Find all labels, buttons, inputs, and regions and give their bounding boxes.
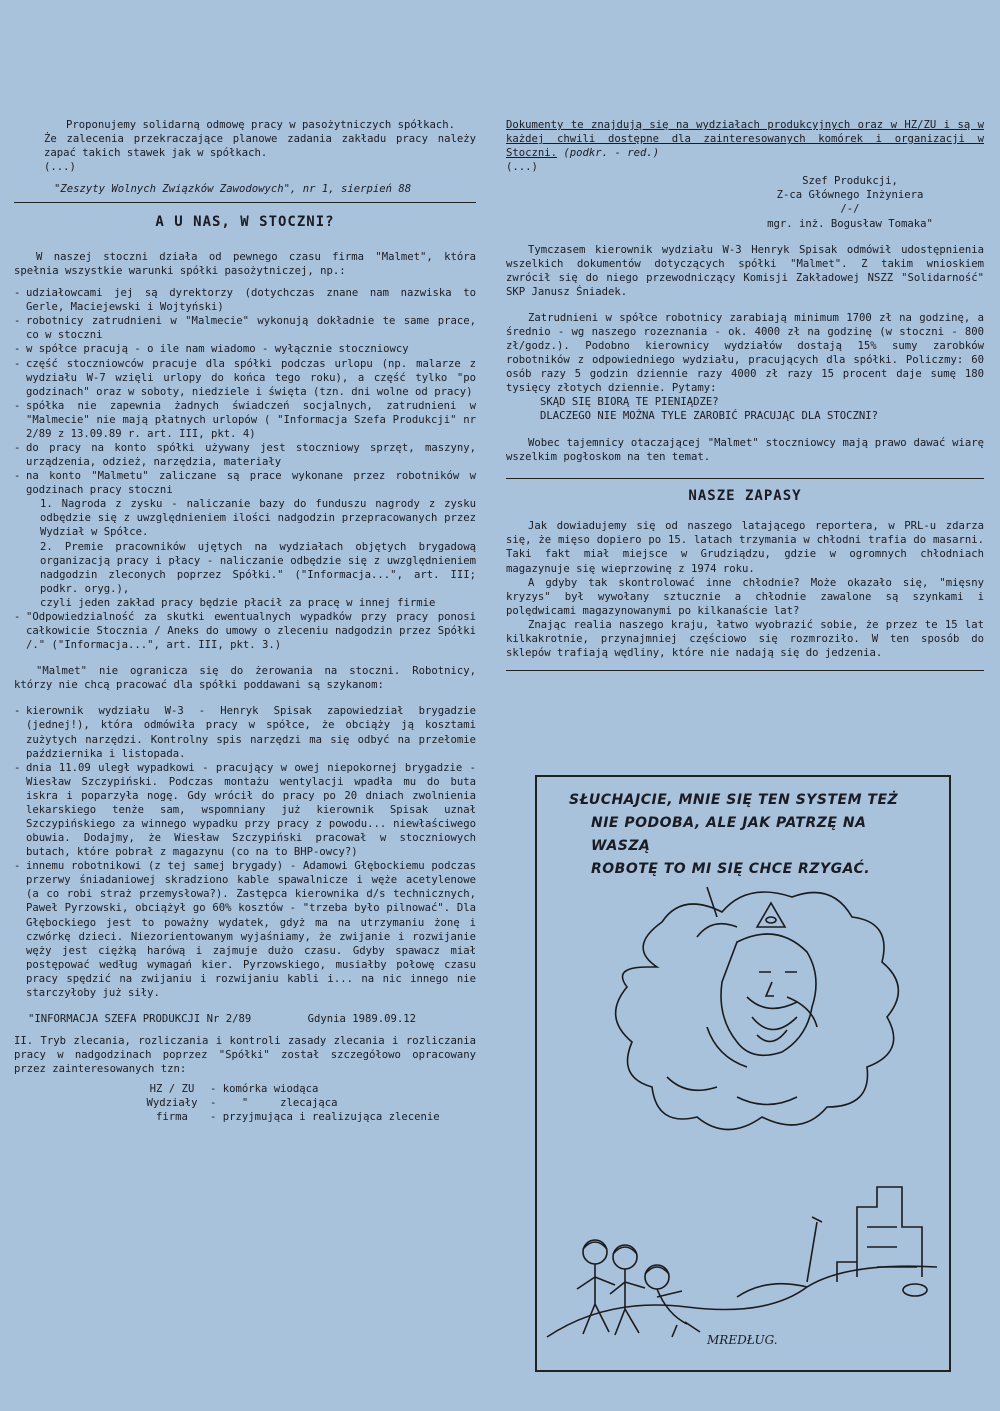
- signature-line: mgr. inż. Bogusław Tomaka": [767, 217, 933, 230]
- speech-line: SŁUCHAJCIE, MNIE SIĘ TEN SYSTEM TEŻ: [569, 792, 899, 808]
- cartoon-drawing: [537, 777, 949, 1370]
- paragraph: W naszej stoczni działa od pewnego czasu firma "Malmet", która spełnia wszystkie warunki spółki pasożytniczej, np.:: [14, 251, 476, 278]
- speech-tail-icon: [707, 887, 717, 917]
- numbered-list: [14, 497, 476, 596]
- intro-line: Proponujemy solidarną odmowę pracy w pasożytniczych spółkach.: [66, 119, 456, 131]
- table-key: Wydziały: [146, 1097, 198, 1110]
- divider: [14, 202, 476, 203]
- table-key: HZ / ZU: [149, 1083, 195, 1096]
- document-continuation: [506, 118, 984, 160]
- paragraph: "Malmet" nie ogranicza się do żerowania na stoczni. Robotnicy, którzy nie chcą pracować dla spółki poddawani są szykanom:: [14, 665, 476, 692]
- hole-icon: [903, 1284, 927, 1296]
- right-column: [506, 118, 984, 677]
- divider: [506, 670, 984, 671]
- list-item: - kierownik wydziału W-3 - Henryk Spisak zapowiedział brygadzie (jednej!), która odmówiła pracy w spółce, że obciąży ją kosztami zużytych narzędzi. Kontrolny spis narzędzi ma się odbyć na przełomie października i listopada.: [14, 704, 476, 760]
- divider: [506, 478, 984, 479]
- list-item: - na konto "Malmetu" zaliczane są prace wykonane przez robotników w godzinach pracy stoczni: [14, 469, 476, 497]
- headline-stocznia: A U NAS, W STOCZNI?: [155, 214, 335, 231]
- question: DLACZEGO NIE MOŻNA TYLE ZAROBIĆ PRACUJĄC DLA STOCZNI?: [540, 410, 879, 423]
- list-item: - innemu robotnikowi (z tej samej brygady) - Adamowi Głębockiemu podczas przerwy śniadaniowej skradziono kable spawalnicze i węże acetylenowe (a co robi straż przemysłowa?). Zastępca kierownika d/s technicznych, Paweł Pyrzowski, obciążył go 60% kosztów - "trzeba było pilnować". Dla Głębockiego jest to poważny wydatek, gdyż ma na utrzymaniu żonę i czwórkę dzieci. Niezorientowanym wyjaśniamy, że zwijanie i rozwijanie węży jest ciężką harówą i zajmuje dużo czasu. Gdyby spawacz miał postępować według wymagań kier. Pyrzowskiego, musiałby połowę czasu pracy spędzić na zwijaniu i rozwijaniu kabli i... na nic innego nie starczyłoby już siły.: [14, 859, 476, 1000]
- signature-line: /-/: [840, 203, 860, 216]
- table-value: - przyjmująca i realizująca zlecenie: [210, 1111, 440, 1124]
- document-title: "INFORMACJA SZEFA PRODUKCJI Nr 2/89: [28, 1012, 252, 1025]
- underlined-text: Dokumenty te znajdują się na wydziałach produkcyjnych oraz w HZ/ZU i są w każdej chwili dostępne dla zainteresowanych komórek i organizacji w Stoczni.: [506, 119, 984, 160]
- editor-note: (podkr. - red.): [563, 147, 660, 160]
- paragraph: Tymczasem kierownik wydziału W-3 Henryk Spisak odmówił udostępnienia wszelkich dokumentów dotyczących spółki "Malmet". Z takim wnioskiem zwrócił się do niego przewodniczący Komisji Zakładowej NSZZ "Solidarność" SKP Janusz Śniadek.: [506, 243, 984, 298]
- bullet-list: [14, 704, 476, 1000]
- document-table: [134, 1082, 476, 1124]
- paragraph: A gdyby tak skontrolować inne chłodnie? Może okazało się, "mięsny kryzys" był wywołany sztucznie a chłodnie zawalone są szynkami i polędwicami magazynowanymi po kilkanaście lat?: [506, 576, 984, 617]
- table-value: - komórka wiodąca: [210, 1083, 319, 1096]
- paragraph: Wobec tajemnicy otaczającej "Malmet" stoczniowcy mają prawo dawać wiarę wszelkim pogłoskom na ten temat.: [506, 436, 984, 463]
- speech-line: NIE PODOBA, ALE JAK PATRZĘ NA WASZĄ: [591, 815, 867, 855]
- question: SKĄD SIĘ BIORĄ TE PIENIĄDZE?: [540, 396, 719, 409]
- list-item: 2. Premie pracowników ujętych na wydziałach objętych brygadową organizacją pracy i płacy - naliczanie odbędzie się z uwzględnieniem nadgodzin zleconych poprzez Spółki." ("Informacja...", art. III; podkr. oryg.),: [40, 540, 476, 595]
- bullet-list: [14, 610, 476, 652]
- workers-icon: [577, 1240, 700, 1337]
- table-row: [134, 1096, 476, 1110]
- table-key: firma: [156, 1111, 188, 1124]
- signature-block: [716, 174, 984, 230]
- signature-line: Z-ca Głównego Inżyniera: [776, 189, 924, 202]
- paragraph: Znając realia naszego kraju, łatwo wyobrazić sobie, że przez te 15 lat kilkakrotnie, przynajmniej częściowo się rozmroziło. W ten sposób do sklepów trafiają wędliny, które nie nadają się do jedzenia.: [506, 618, 984, 660]
- headline-zapasy: NASZE ZAPASY: [688, 487, 802, 504]
- source-citation: "Zeszyty Wolnych Związków Zawodowych", nr 1, sierpień 88: [54, 183, 412, 196]
- cartoon-panel: [535, 775, 951, 1372]
- table-row: [134, 1110, 476, 1124]
- intro-quote: [44, 118, 476, 174]
- signature-line: Szef Produkcji,: [802, 175, 898, 188]
- table-row: [134, 1082, 476, 1096]
- list-item: - dnia 11.09 uległ wypadkowi - pracujący w owej niepokornej brygadzie - Wiesław Szczypiński. Podczas montażu wentylacji wpadła mu do buta iskra i poparzyła nogę. Gdy wrócił do pracy po 20 dniach zwolnienia lekarskiego tenże sam, wspomniany już kierownik Spisak uznał Szczypińskiego za winnego wypadku przy pracy z powodu... niewłaściwego obuwia. Dodajmy, że Wiesław Szczypiński pracował w stoczniowych butach, które pobrał z magazynu (co na to BHP-owcy?): [14, 761, 476, 860]
- list-item: - spółka nie zapewnia żadnych świadczeń socjalnych, zatrudnieni w "Malmecie" nie mają płatnych urlopów ( "Informacja Szefa Produkcji" nr 2/89 z 13.09.89 r. art. III, pkt. 4): [14, 399, 476, 441]
- document-body: II. Tryb zlecania, rozliczania i kontroli zasady zlecania i rozliczania pracy w nadgodzinach poprzez "Spółki" został szczegółowo opracowany przez zainteresowanych tzn:: [14, 1035, 476, 1076]
- list-item: - w spółce pracują - o ile nam wiadomo - wyłącznie stoczniowcy: [14, 342, 476, 356]
- list-item: - do pracy na konto spółki używany jest stoczniowy sprzęt, maszyny, urządzenia, odzież, narzędzia, materiały: [14, 441, 476, 469]
- left-column: [14, 118, 476, 1125]
- list-item: - część stoczniowców pracuje dla spółki podczas urlopu (np. malarze z wydziału W-7 wzięli urlopy do końca tego roku), a część tylko "po godzinach" oraz w soboty, niedziele i święta (tzn. dni wolne od pracy): [14, 357, 476, 399]
- list-item: 1. Nagroda z zysku - naliczanie bazy do funduszu nagrody z zysku odbędzie się z uwzględnieniem ilości nadgodzin przepracowanych przez Wydział w Spółce.: [40, 498, 476, 539]
- intro-ellipsis: (...): [44, 161, 76, 174]
- speech-line: ROBOTĘ TO MI SIĘ CHCE RZYGAĆ.: [591, 861, 871, 878]
- god-face-icon: [721, 934, 816, 1055]
- list-item: - udziałowcami jej są dyrektorzy (dotychczas znane nam nazwiska to Gerle, Maciejewski i Wojtyński): [14, 286, 476, 314]
- ellipsis: (...): [506, 161, 538, 174]
- intro-line: Że zalecenia przekraczające planowe zadania zakładu pracy należy zapać takich stawek jak w spółkach.: [44, 133, 476, 160]
- table-value: - " zlecająca: [210, 1097, 338, 1110]
- document-date: Gdynia 1989.09.12: [307, 1012, 416, 1025]
- list-item: - robotnicy zatrudnieni w "Malmecie" wykonują dokładnie te same prace, co w stoczni: [14, 314, 476, 342]
- shovel-icon: [807, 1217, 822, 1282]
- paragraph: Jak dowiadujemy się od naszego latającego reportera, w PRL-u zdarza się, że mięso dopiero po 15. latach trzymania w chłodni trafia do masarni. Taki fakt miał miejsce w Grudziądzu, gdzie w ogromnych chłodniach magazynuje się wieprzowinę z 1974 roku.: [506, 520, 984, 575]
- artist-signature: MREDŁUG.: [707, 1333, 778, 1347]
- bullet-list: [14, 286, 476, 497]
- document-header: [14, 1012, 476, 1026]
- paragraph: czyli jeden zakład pracy będzie płacił za pracę w innej firmie: [40, 596, 436, 609]
- list-item: - "Odpowiedzialność za skutki ewentualnych wypadków przy pracy ponosi całkowicie Stocznia / Aneks do umowy o zleceniu nadgodzin przez Spółki /." ("Informacja...", art. III, pkt. 3.): [14, 610, 476, 652]
- paragraph: Zatrudnieni w spółce robotnicy zarabiają minimum 1700 zł na godzinę, a średnio - wg naszego rozeznania - ok. 4000 zł na godzinę (w stoczni - 800 zł/godz.). Podobno kierownicy wydziałów dostają 15% sumy zarobków robotników z odpowiedniego wydziału, pracujących dla spółki. Policzmy: 60 osób razy 5 godzin dziennie razy 4000 zł razy 15 procent daje sumę 180 tysięcy złotych dziennie. Pytamy:: [506, 311, 984, 395]
